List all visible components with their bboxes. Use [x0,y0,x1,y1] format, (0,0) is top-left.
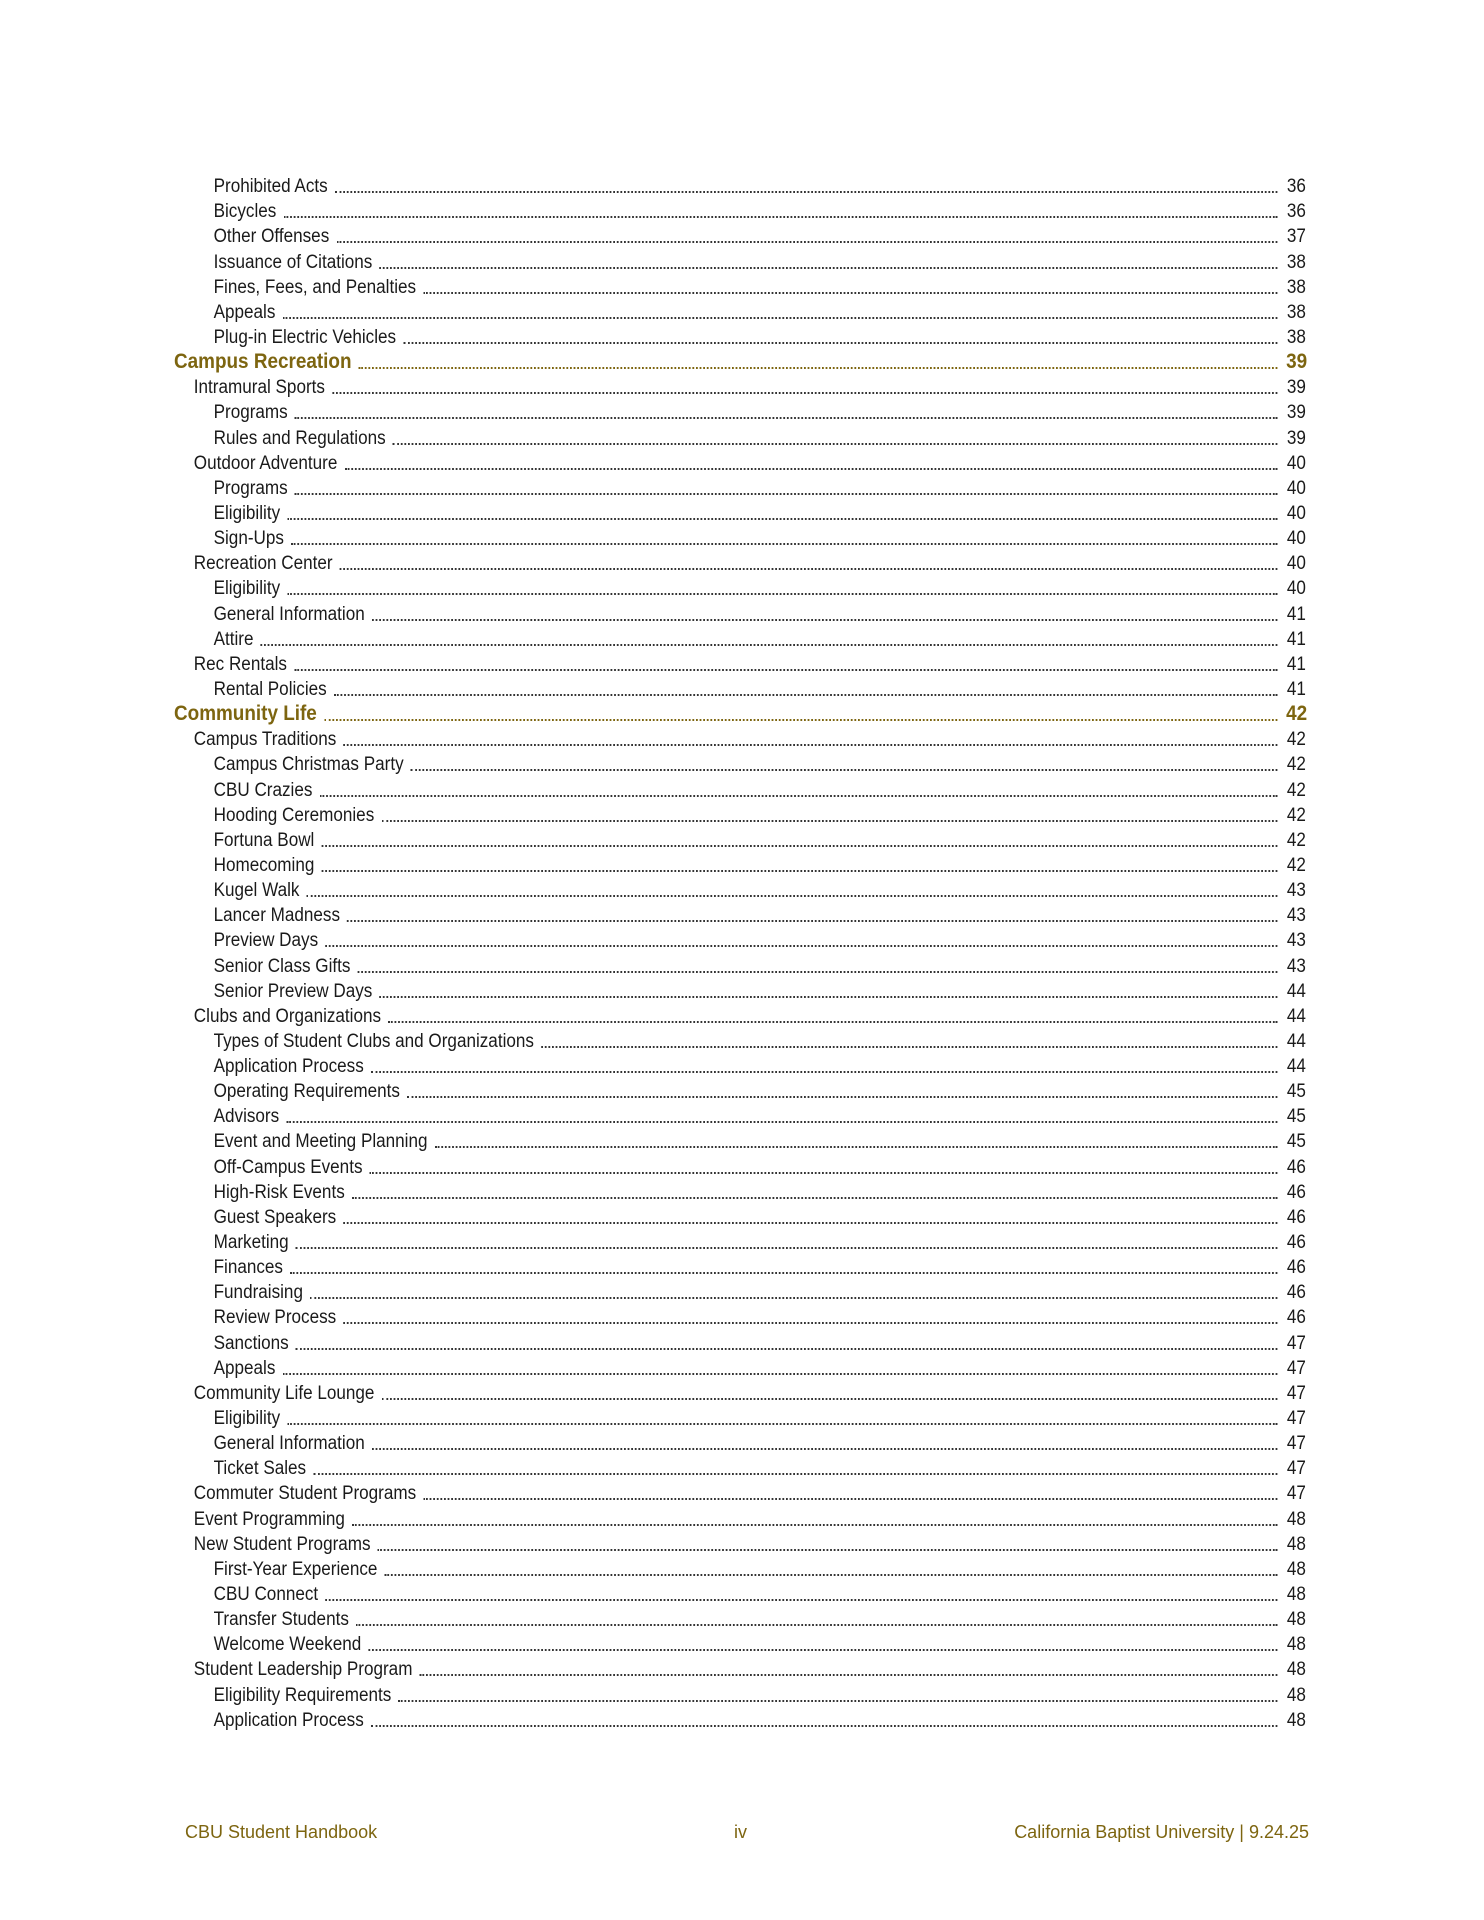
dot-leader [423,292,1277,294]
toc-entry-label: Programs [213,402,288,424]
toc-entry[interactable] [174,1304,1306,1329]
toc-entry-label: Community Life Lounge [193,1382,375,1404]
toc-entry-page: 46 [1286,1307,1306,1329]
toc-entry-page: 38 [1286,251,1306,273]
toc-entry-page: 45 [1286,1106,1306,1128]
toc-entry-page: 42 [1286,829,1306,851]
toc-entry-label: Fortuna Bowl [213,829,315,851]
dot-leader [332,392,1277,394]
dot-leader [435,1146,1277,1148]
toc-entry[interactable] [174,173,1306,198]
toc-entry-label: Application Process [213,1056,364,1078]
toc-entry-label: Ticket Sales [213,1458,307,1480]
dot-leader [322,845,1278,847]
toc-entry-page: 46 [1286,1206,1306,1228]
toc-entry-label: High-Risk Events [213,1181,345,1203]
toc-entry-label: Clubs and Organizations [193,1005,382,1027]
dot-leader [294,669,1277,671]
toc-entry-page: 46 [1286,1282,1306,1304]
toc-entry[interactable] [174,676,1306,701]
dot-leader [371,1071,1277,1073]
toc-section-heading[interactable] [174,701,1306,726]
toc-entry[interactable] [174,827,1306,852]
dot-leader [399,1700,1278,1702]
toc-entry-page: 42 [1286,804,1306,826]
toc-entry-label: Plug-in Electric Vehicles [213,326,397,348]
toc-entry-label: Campus Christmas Party [213,754,404,776]
toc-entry-page: 42 [1286,729,1306,751]
toc-entry-page: 43 [1286,905,1306,927]
toc-entry-page: 38 [1286,326,1306,348]
toc-entry-label: Rules and Regulations [213,427,386,449]
toc-entry[interactable] [174,1531,1306,1556]
table-of-contents [174,173,1306,1732]
toc-entry-label: Eligibility [213,578,281,600]
toc-entry[interactable] [174,1556,1306,1581]
dot-leader [371,1725,1277,1727]
toc-entry-page: 44 [1286,1030,1306,1052]
toc-entry[interactable] [174,500,1306,525]
dot-leader [382,1398,1277,1400]
toc-entry-page: 45 [1286,1131,1306,1153]
dot-leader [290,1272,1277,1274]
toc-entry[interactable] [174,1505,1306,1530]
toc-entry-label: Guest Speakers [213,1206,337,1228]
dot-leader [407,1096,1277,1098]
dot-leader [324,719,1277,721]
toc-entry[interactable] [174,1003,1306,1028]
toc-entry-label: Lancer Madness [213,905,341,927]
toc-entry[interactable] [174,1279,1306,1304]
toc-entry-label: CBU Crazies [213,779,313,801]
toc-entry-label: Welcome Weekend [213,1634,362,1656]
toc-entry-label: Commuter Student Programs [193,1483,417,1505]
toc-entry[interactable] [174,324,1306,349]
dot-leader [385,1574,1277,1576]
toc-entry[interactable] [174,1128,1306,1153]
toc-entry[interactable] [174,751,1306,776]
toc-entry-page: 47 [1286,1408,1306,1430]
dot-leader [381,820,1277,822]
dot-leader [345,468,1278,470]
toc-entry[interactable] [174,274,1306,299]
toc-entry-page: 48 [1286,1584,1306,1606]
dot-leader [310,1297,1277,1299]
toc-entry-page: 47 [1286,1483,1306,1505]
toc-entry[interactable] [174,248,1306,273]
toc-entry-page: 47 [1286,1382,1306,1404]
toc-entry-label: Event and Meeting Planning [213,1131,428,1153]
toc-section-heading[interactable] [174,349,1306,374]
dot-leader [307,895,1277,897]
toc-entry[interactable] [174,802,1306,827]
toc-entry[interactable] [174,374,1306,399]
dot-leader [295,493,1277,495]
toc-entry[interactable] [174,550,1306,575]
dot-leader [286,1121,1277,1123]
toc-entry[interactable] [174,424,1306,449]
toc-entry-label: Eligibility [213,502,281,524]
toc-entry-label: Rec Rentals [193,653,287,675]
toc-entry-label: Fundraising [213,1282,303,1304]
toc-entry-label: Attire [213,628,254,650]
toc-entry-page: 43 [1286,930,1306,952]
dot-leader [368,1649,1277,1651]
toc-entry[interactable] [174,1707,1306,1732]
toc-entry[interactable] [174,927,1306,952]
toc-entry-page: 46 [1286,1257,1306,1279]
toc-entry-page: 43 [1286,955,1306,977]
toc-entry-label: Eligibility Requirements [213,1684,392,1706]
dot-leader [541,1046,1277,1048]
toc-entry-page: 45 [1286,1081,1306,1103]
toc-entry[interactable] [174,952,1306,977]
toc-entry[interactable] [174,1179,1306,1204]
toc-entry[interactable] [174,1681,1306,1706]
toc-entry[interactable] [174,1581,1306,1606]
toc-entry-label: Sign-Ups [213,528,284,550]
toc-entry-page: 47 [1286,1433,1306,1455]
toc-entry-page: 36 [1286,176,1306,198]
dot-leader [325,1599,1277,1601]
toc-entry-page: 44 [1286,1056,1306,1078]
dot-leader [283,317,1277,319]
dot-leader [359,367,1277,369]
dot-leader [423,1498,1277,1500]
toc-entry[interactable] [174,399,1306,424]
toc-entry-label: Community Life [174,702,317,726]
toc-entry-page: 47 [1286,1458,1306,1480]
dot-leader [411,769,1277,771]
toc-entry-label: Advisors [213,1106,280,1128]
toc-entry-page: 46 [1286,1232,1306,1254]
toc-entry-label: Outdoor Adventure [193,452,338,474]
toc-entry[interactable] [174,651,1306,676]
toc-entry[interactable] [174,1355,1306,1380]
toc-entry-page: 48 [1286,1533,1306,1555]
toc-entry[interactable] [174,1430,1306,1455]
toc-entry-label: Issuance of Citations [213,251,373,273]
toc-entry-label: Types of Student Clubs and Organizations [213,1030,534,1052]
toc-entry-label: Recreation Center [193,553,333,575]
toc-entry-page: 42 [1286,702,1308,726]
toc-entry[interactable] [174,600,1306,625]
dot-leader [344,744,1278,746]
dot-leader [393,443,1277,445]
toc-entry-page: 39 [1286,377,1306,399]
dot-leader [378,1549,1277,1551]
toc-entry-label: Finances [213,1257,283,1279]
toc-entry-page: 39 [1286,402,1306,424]
toc-entry[interactable] [174,1204,1306,1229]
dot-leader [320,795,1277,797]
toc-entry-page: 40 [1286,477,1306,499]
toc-entry-label: Event Programming [193,1508,345,1530]
toc-entry-label: Review Process [213,1307,337,1329]
toc-entry-label: Operating Requirements [213,1081,400,1103]
dot-leader [380,267,1278,269]
toc-entry-label: Intramural Sports [193,377,325,399]
dot-leader [340,568,1277,570]
toc-entry-label: First-Year Experience [213,1558,378,1580]
toc-entry-page: 48 [1286,1558,1306,1580]
toc-entry-label: Off-Campus Events [213,1156,363,1178]
dot-leader [284,216,1278,218]
dot-leader [372,1448,1277,1450]
footer-title: CBU Student Handbook [185,1822,378,1842]
toc-entry-page: 41 [1286,653,1306,675]
dot-leader [347,920,1277,922]
dot-leader [352,1524,1277,1526]
toc-entry-label: New Student Programs [193,1533,371,1555]
toc-entry-page: 40 [1286,553,1306,575]
toc-entry[interactable] [174,475,1306,500]
toc-entry-page: 37 [1286,226,1306,248]
dot-leader [380,996,1278,998]
toc-entry-label: CBU Connect [213,1584,319,1606]
toc-entry-page: 36 [1286,201,1306,223]
toc-entry-label: General Information [213,603,365,625]
toc-entry-page: 43 [1286,880,1306,902]
toc-entry[interactable] [174,978,1306,1003]
toc-entry-label: Senior Preview Days [213,980,373,1002]
dot-leader [325,945,1277,947]
toc-entry[interactable] [174,1103,1306,1128]
toc-entry-page: 40 [1286,578,1306,600]
toc-entry[interactable] [174,902,1306,927]
toc-entry[interactable] [174,626,1306,651]
toc-entry-page: 47 [1286,1357,1306,1379]
dot-leader [283,1373,1277,1375]
toc-entry-label: Appeals [213,301,276,323]
page-number: iv [734,1822,747,1842]
toc-entry-page: 39 [1286,427,1306,449]
dot-leader [352,1197,1277,1199]
toc-entry-page: 42 [1286,779,1306,801]
toc-entry[interactable] [174,1229,1306,1254]
toc-entry-page: 40 [1286,528,1306,550]
dot-leader [420,1674,1277,1676]
toc-entry-label: Programs [213,477,288,499]
toc-entry-page: 48 [1286,1508,1306,1530]
toc-entry-label: Marketing [213,1232,289,1254]
dot-leader [370,1172,1277,1174]
toc-entry[interactable] [174,877,1306,902]
dot-leader [356,1624,1277,1626]
toc-entry[interactable] [174,726,1306,751]
toc-entry[interactable] [174,1254,1306,1279]
toc-entry[interactable] [174,1329,1306,1354]
toc-entry-label: Kugel Walk [213,880,300,902]
toc-entry-page: 48 [1286,1634,1306,1656]
dot-leader [403,342,1277,344]
dot-leader [358,971,1277,973]
toc-entry-label: Sanctions [213,1332,289,1354]
toc-entry[interactable] [174,852,1306,877]
toc-entry-label: Appeals [213,1357,276,1379]
toc-entry-label: Student Leadership Program [193,1659,413,1681]
toc-entry[interactable] [174,776,1306,801]
toc-entry[interactable] [174,1480,1306,1505]
dot-leader [335,191,1277,193]
toc-entry-page: 47 [1286,1332,1306,1354]
toc-entry-label: Preview Days [213,930,319,952]
toc-entry-page: 41 [1286,628,1306,650]
toc-entry[interactable] [174,1380,1306,1405]
footer-institution: California Baptist University | 9.24.25 [1014,1822,1309,1842]
toc-entry[interactable] [174,575,1306,600]
toc-entry-page: 48 [1286,1609,1306,1631]
toc-entry[interactable] [174,1455,1306,1480]
dot-leader [261,644,1277,646]
toc-entry-page: 48 [1286,1684,1306,1706]
toc-entry[interactable] [174,1656,1306,1681]
toc-entry[interactable] [174,1405,1306,1430]
dot-leader [296,1348,1277,1350]
dot-leader [388,1021,1277,1023]
toc-entry-label: General Information [213,1433,365,1455]
toc-entry-page: 44 [1286,980,1306,1002]
toc-entry-label: Rental Policies [213,678,327,700]
toc-entry-label: Bicycles [213,201,277,223]
toc-entry[interactable] [174,1053,1306,1078]
toc-entry-page: 46 [1286,1181,1306,1203]
toc-entry-label: Application Process [213,1709,364,1731]
toc-entry-label: Prohibited Acts [213,176,328,198]
dot-leader [334,694,1277,696]
toc-entry[interactable] [174,525,1306,550]
dot-leader [322,870,1278,872]
dot-leader [296,1247,1277,1249]
toc-entry-page: 48 [1286,1709,1306,1731]
toc-entry-label: Eligibility [213,1408,281,1430]
toc-entry-page: 46 [1286,1156,1306,1178]
toc-entry-page: 38 [1286,276,1306,298]
toc-entry[interactable] [174,1153,1306,1178]
toc-entry[interactable] [174,1631,1306,1656]
toc-entry-label: Fines, Fees, and Penalties [213,276,417,298]
toc-entry-label: Senior Class Gifts [213,955,351,977]
dot-leader [343,1322,1277,1324]
toc-entry-label: Campus Traditions [193,729,337,751]
toc-entry-page: 48 [1286,1659,1306,1681]
toc-entry-label: Homecoming [213,854,315,876]
toc-entry-label: Campus Recreation [174,350,352,374]
toc-entry[interactable] [174,1028,1306,1053]
toc-entry-page: 41 [1286,678,1306,700]
toc-entry-page: 41 [1286,603,1306,625]
dot-leader [291,543,1277,545]
dot-leader [343,1222,1277,1224]
toc-entry-page: 42 [1286,754,1306,776]
toc-entry-label: Transfer Students [213,1609,349,1631]
toc-entry-page: 40 [1286,502,1306,524]
toc-entry-page: 42 [1286,854,1306,876]
toc-entry-page: 38 [1286,301,1306,323]
toc-entry-label: Other Offenses [213,226,330,248]
dot-leader [287,518,1277,520]
toc-entry[interactable] [174,299,1306,324]
dot-leader [313,1473,1277,1475]
dot-leader [336,241,1277,243]
toc-entry-page: 40 [1286,452,1306,474]
toc-entry[interactable] [174,223,1306,248]
dot-leader [287,1423,1277,1425]
toc-entry[interactable] [174,450,1306,475]
dot-leader [287,593,1277,595]
toc-entry-page: 44 [1286,1005,1306,1027]
toc-entry[interactable] [174,198,1306,223]
dot-leader [295,417,1277,419]
toc-entry[interactable] [174,1078,1306,1103]
toc-entry-label: Hooding Ceremonies [213,804,375,826]
toc-entry-page: 39 [1286,350,1308,374]
dot-leader [372,619,1277,621]
toc-entry[interactable] [174,1606,1306,1631]
